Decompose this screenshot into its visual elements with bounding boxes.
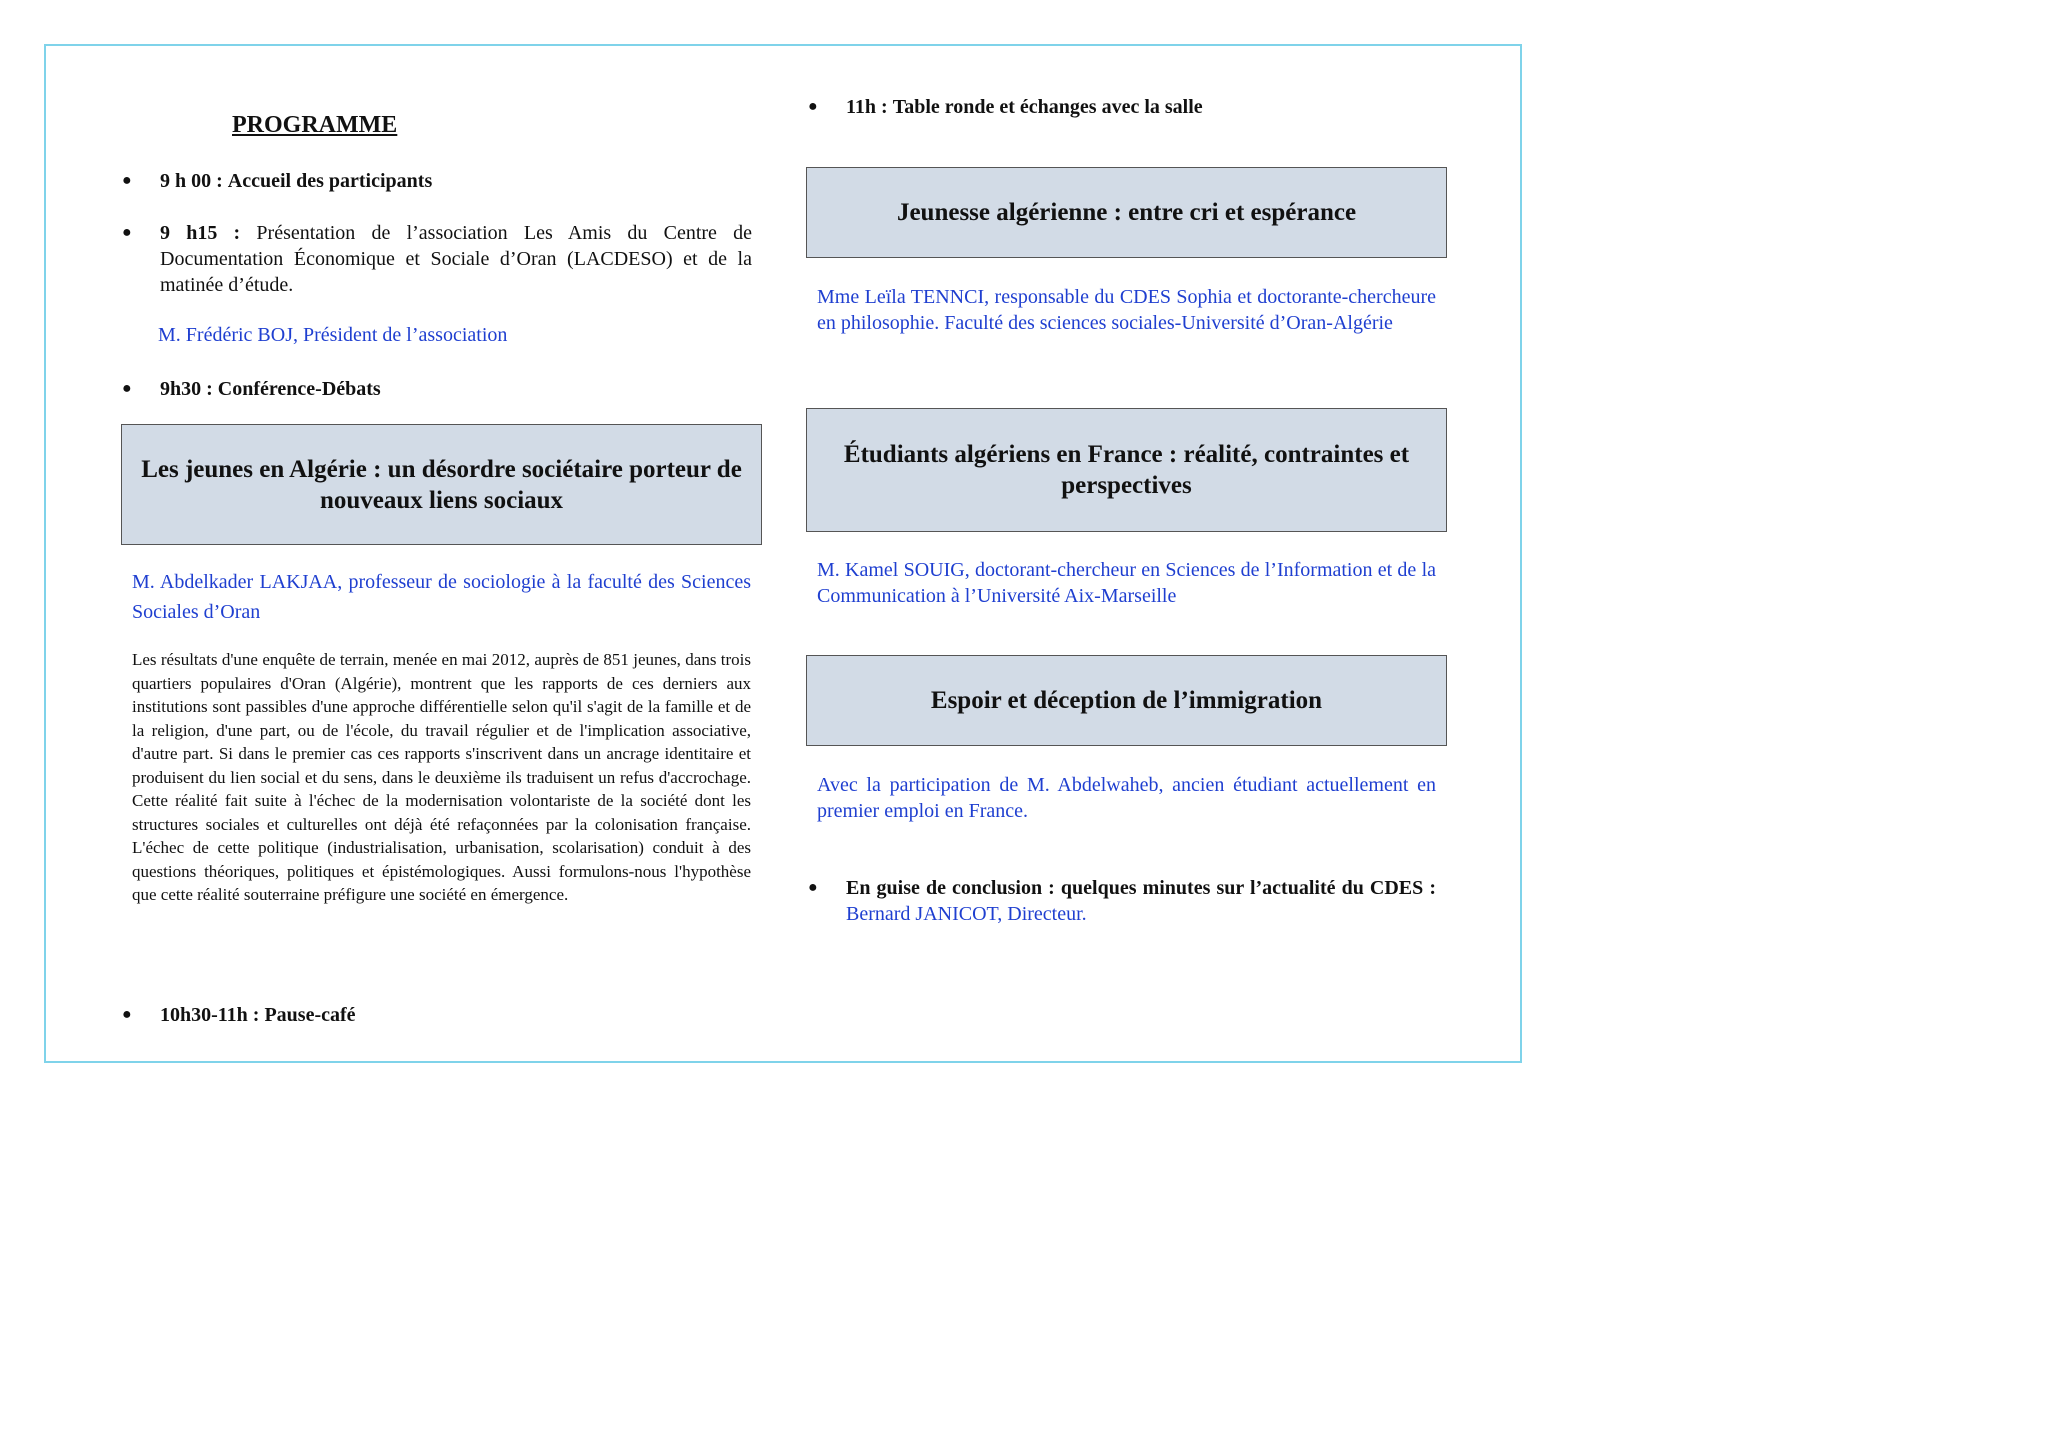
topic-box-youth: Jeunesse algérienne : entre cri et espérance: [806, 167, 1447, 258]
bullet-icon: ●: [122, 380, 132, 397]
time-label: 9h30 :: [160, 378, 213, 400]
conclusion-label: En guise de conclusion : quelques minutes sur l’actualité du CDES :: [846, 877, 1436, 899]
presenter-line: M. Frédéric BOJ, Président de l’association: [158, 324, 508, 346]
time-label: 9 h15 :: [160, 222, 241, 244]
time-label: 11h :: [846, 96, 888, 118]
item-text: Présentation de l’association Les Amis du Centre de Documentation Économique et Sociale d’Oran (LACDESO) et de la matinée d’étude.: [160, 222, 752, 296]
conference-title-box: Les jeunes en Algérie : un désordre sociétaire porteur de nouveaux liens sociaux: [121, 424, 762, 545]
speaker-souig: M. Kamel SOUIG, doctorant-chercheur en Sciences de l’Information et de la Communication à l’Université Aix-Marseille: [817, 559, 1436, 607]
bullet-icon: ●: [122, 172, 132, 189]
item-label: Accueil des participants: [227, 170, 433, 192]
conclusion-person: Bernard JANICOT, Directeur.: [846, 903, 1087, 925]
bullet-icon: ●: [122, 1006, 132, 1023]
bullet-icon: ●: [808, 879, 818, 896]
participant-abdelwaheb: Avec la participation de M. Abdelwaheb, ancien étudiant actuellement en premier emploi en France.: [817, 774, 1436, 822]
bullet-icon: ●: [808, 98, 818, 115]
speaker-tennci: Mme Leïla TENNCI, responsable du CDES Sophia et doctorante-chercheure en philosophie. Faculté des sciences sociales-Université d’Oran-Algérie: [817, 286, 1436, 334]
topic-box-students: Étudiants algériens en France : réalité, contraintes et perspectives: [806, 408, 1447, 532]
time-label: 10h30-11h :: [160, 1004, 260, 1026]
item-label: Conférence-Débats: [217, 378, 381, 400]
time-label: 9 h 00 :: [160, 170, 223, 192]
topic-box-immigration: Espoir et déception de l’immigration: [806, 655, 1447, 746]
conference-speaker: M. Abdelkader LAKJAA, professeur de sociologie à la faculté des Sciences Sociales d’Oran: [132, 571, 751, 623]
bullet-icon: ●: [122, 224, 132, 241]
item-label: Pause-café: [264, 1004, 356, 1026]
conference-abstract: Les résultats d'une enquête de terrain, menée en mai 2012, auprès de 851 jeunes, dans trois quartiers populaires d'Oran (Algérie), montrent que les rapports de ces derniers aux institutions sont passibles d'une approche différentielle selon qu'il s'agit de la famille et de la religion, d'une part, ou de l'école, du travail régulier et de l'implication associative, d'autre part. Si dans le premier cas ces rapports s'inscrivent dans un ancrage identitaire et produisent du lien social et du sens, dans le deuxième ils traduisent un refus d'accrochage. Cette réalité fait suite à l'échec de la modernisation volontariste de la société dont les structures sociales et culturelles ont déjà été refaçonnées par la colonisation française. L'échec de cette politique (industrialisation, urbanisation, scolarisation) conduit à des questions théoriques, politiques et épistémologiques. Aussi formulons-nous l'hypothèse que cette réalité souterraine préfigure une société en émergence.: [132, 650, 751, 904]
item-label: Table ronde et échanges avec la salle: [892, 96, 1203, 118]
programme-title: PROGRAMME: [232, 112, 398, 138]
